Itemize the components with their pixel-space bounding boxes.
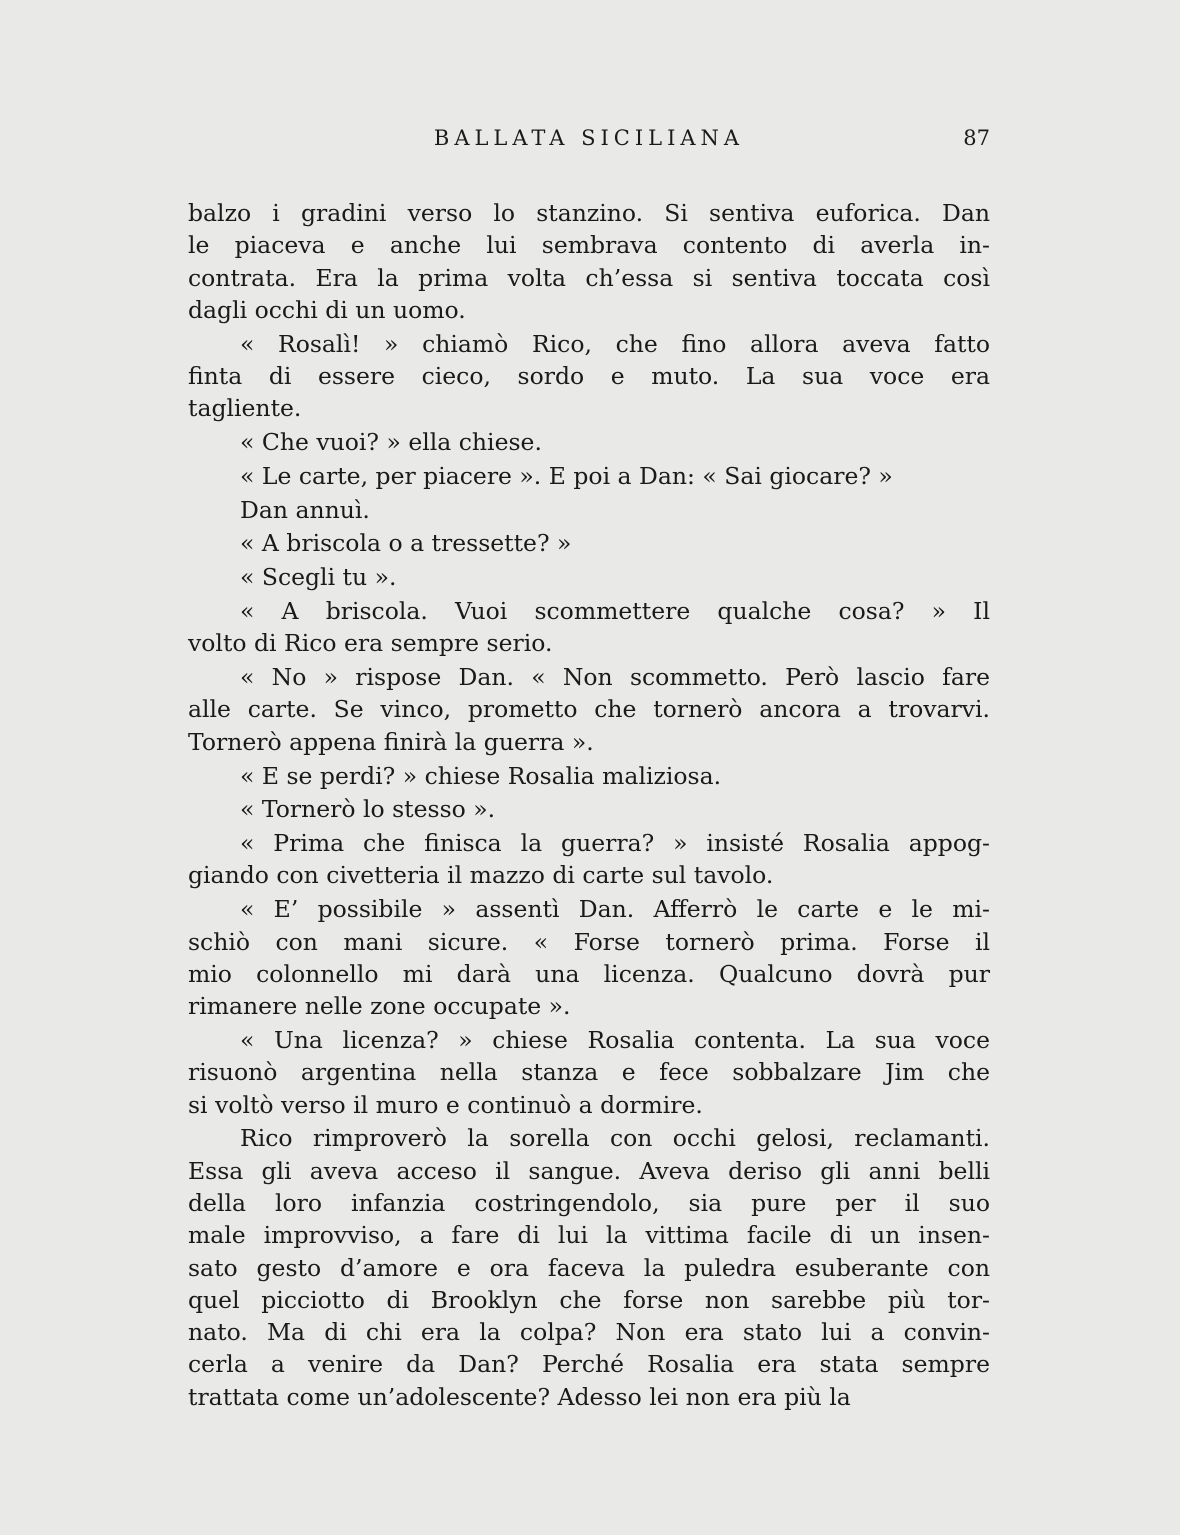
text-line: « Le carte, per piacere ». E poi a Dan: « Sai giocare? » bbox=[240, 461, 893, 490]
text-line: trattata come un’adolescente? Adesso lei non era più la bbox=[188, 1382, 851, 1411]
text-line: contrata. Era la prima volta ch’essa si sentiva toccata così bbox=[188, 263, 990, 292]
paragraph bbox=[188, 760, 990, 792]
paragraph bbox=[188, 426, 990, 458]
paragraph bbox=[188, 827, 990, 892]
text-line: risuonò argentina nella stanza e fece sobbalzare Jim che bbox=[188, 1058, 990, 1087]
body-text bbox=[188, 197, 990, 1414]
text-line: « No » rispose Dan. « Non scommetto. Però lascio fare bbox=[240, 663, 990, 692]
paragraph bbox=[188, 561, 990, 593]
text-line: Rico rimproverò la sorella con occhi gelosi, reclamanti. bbox=[240, 1124, 990, 1153]
text-line: Dan annuì. bbox=[240, 495, 370, 524]
paragraph bbox=[188, 793, 990, 825]
paragraph bbox=[188, 460, 990, 492]
text-line: giando con civetteria il mazzo di carte sul tavolo. bbox=[188, 861, 774, 890]
text-line: della loro infanzia costringendolo, sia pure per il suo bbox=[188, 1188, 990, 1217]
running-head bbox=[188, 124, 990, 156]
text-line: « Tornerò lo stesso ». bbox=[240, 795, 496, 824]
text-line: « Scegli tu ». bbox=[240, 563, 397, 592]
paragraph bbox=[188, 1024, 990, 1121]
text-line: « E se perdi? » chiese Rosalia maliziosa. bbox=[240, 761, 722, 790]
text-line: mio colonnello mi darà una licenza. Qualcuno dovrà pur bbox=[188, 959, 990, 988]
paragraph bbox=[188, 197, 990, 326]
text-line: alle carte. Se vinco, prometto che tornerò ancora a trovarvi. bbox=[188, 695, 990, 724]
text-line: Essa gli aveva acceso il sangue. Aveva deriso gli anni belli bbox=[188, 1156, 990, 1185]
text-line: « E’ possibile » assentì Dan. Afferrò le carte e le mi- bbox=[240, 895, 990, 924]
text-line: « Rosalì! » chiamò Rico, che fino allora aveva fatto bbox=[240, 329, 990, 358]
paragraph bbox=[188, 893, 990, 1022]
text-line: « Una licenza? » chiese Rosalia contenta. La sua voce bbox=[240, 1025, 990, 1054]
page-number: 87 bbox=[963, 126, 990, 150]
text-line: finta di essere cieco, sordo e muto. La sua voce era bbox=[188, 361, 990, 390]
text-line: si voltò verso il muro e continuò a dormire. bbox=[188, 1090, 703, 1119]
paragraph bbox=[188, 328, 990, 425]
text-line: sato gesto d’amore e ora faceva la puledra esuberante con bbox=[188, 1253, 990, 1282]
text-line: rimanere nelle zone occupate ». bbox=[188, 992, 571, 1021]
paragraph bbox=[188, 661, 990, 758]
text-line: Tornerò appena finirà la guerra ». bbox=[188, 727, 594, 756]
paragraph bbox=[188, 1122, 990, 1413]
paragraph bbox=[188, 527, 990, 559]
paragraph bbox=[188, 494, 990, 526]
paragraph bbox=[188, 595, 990, 660]
text-line: « A briscola o a tressette? » bbox=[240, 529, 572, 558]
running-title: BALLATA SICILIANA bbox=[433, 126, 745, 150]
text-line: balzo i gradini verso lo stanzino. Si sentiva euforica. Dan bbox=[188, 199, 990, 227]
text-line: cerla a venire da Dan? Perché Rosalia era stata sempre bbox=[188, 1350, 990, 1379]
text-line: quel picciotto di Brooklyn che forse non sarebbe più tor- bbox=[188, 1285, 990, 1314]
text-line: le piaceva e anche lui sembrava contento di averla in- bbox=[188, 231, 990, 260]
text-line: dagli occhi di un uomo. bbox=[188, 295, 466, 324]
text-line: volto di Rico era sempre serio. bbox=[188, 629, 553, 658]
text-line: tagliente. bbox=[188, 394, 302, 423]
text-line: « A briscola. Vuoi scommettere qualche cosa? » Il bbox=[240, 597, 990, 626]
text-line: male improvviso, a fare di lui la vittima facile di un insen- bbox=[188, 1221, 990, 1250]
text-line: « Che vuoi? » ella chiese. bbox=[240, 428, 542, 457]
text-line: schiò con mani sicure. « Forse tornerò prima. Forse il bbox=[188, 927, 990, 956]
text-line: nato. Ma di chi era la colpa? Non era stato lui a convin- bbox=[188, 1318, 990, 1347]
text-line: « Prima che finisca la guerra? » insisté Rosalia appog- bbox=[240, 829, 990, 858]
